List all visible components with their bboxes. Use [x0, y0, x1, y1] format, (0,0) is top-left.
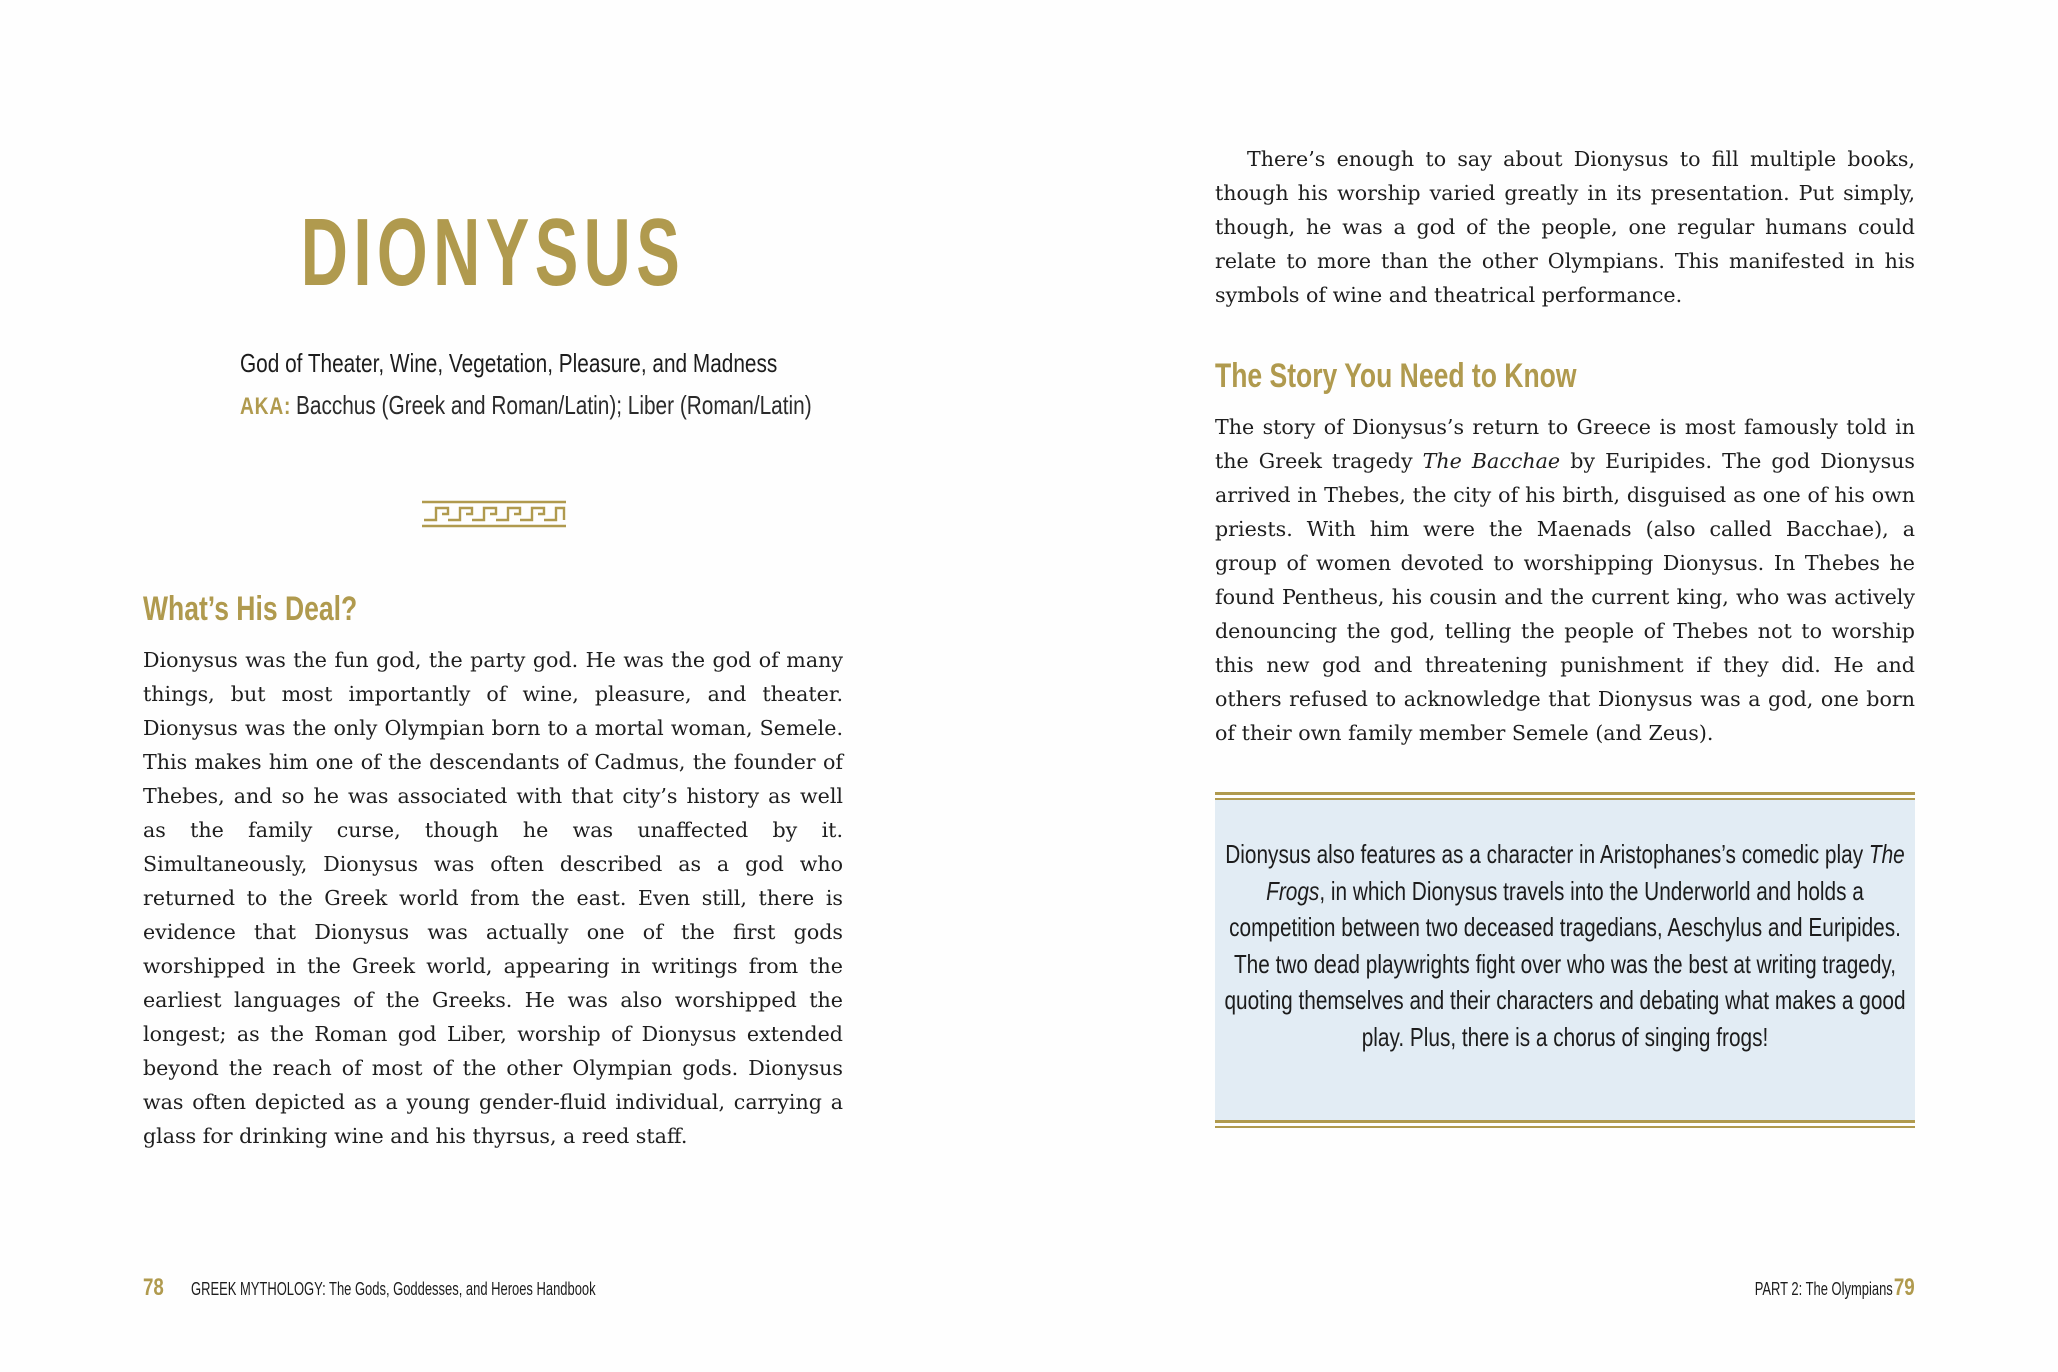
aka-line: [240, 390, 812, 421]
section-heading-story: The Story You Need to Know: [1215, 357, 1577, 395]
running-head-left: GREEK MYTHOLOGY: The Gods, Goddesses, and Heroes Handbook: [191, 1279, 596, 1299]
sidebar-italic-title: The Frogs: [1266, 839, 1905, 906]
intro-paragraph: There’s enough to say about Dionysus to fill multiple books, though his worship varied greatly in its presentation. Put simply, though, he was a god of the people, one regular humans could relate to more than the other Olympians. This manifested in his symbols of wine and theatrical performance.: [1215, 147, 1915, 307]
page-number-left: 78: [143, 1274, 164, 1301]
story-paragraph: [1215, 410, 1915, 750]
story-text-part1: The story of Dionysus’s return to Greece is most famously told in the Greek tragedy: [1215, 415, 1915, 473]
section-heading-whats-his-deal: What’s His Deal?: [143, 590, 358, 628]
aka-value: Bacchus (Greek and Roman/Latin); Liber (Roman/Latin): [296, 390, 812, 420]
sidebar-box: [1215, 792, 1915, 1128]
right-page: [1029, 0, 2058, 1372]
page-title: DIONYSUS: [300, 199, 686, 306]
running-head-right: PART 2: The Olympians: [1754, 1279, 1893, 1299]
greek-key-ornament-icon: [422, 500, 566, 528]
page-number-right: 79: [1894, 1274, 1915, 1301]
body-paragraph: Dionysus was the fun god, the party god. He was the god of many things, but most importantly of wine, pleasure, and theater. Dionysus was the only Olympian born to a mortal woman, Semele. This makes him one of the descendants of Cadmus, the founder of Thebes, and so he was associated with that city’s history as well as the family curse, though he was unaffected by it. Simultaneously, Dionysus was often described as a god who returned to the Greek world from the east. Even still, there is evidence that Dionysus was actually one of the first gods worshipped in the Greek world, appearing in writings from the earliest languages of the Greeks. He was also worshipped the longest; as the Roman god Liber, worship of Dionysus extended beyond the reach of most of the other Olympian gods. Dionysus was often depicted as a young gender-fluid individual, carrying a glass for drinking wine and his thyrsus, a reed staff.: [143, 648, 843, 1148]
sidebar-bottom-rule: [1215, 1120, 1915, 1128]
aka-label: AKA:: [240, 393, 292, 420]
story-italic-title: The Bacchae: [1422, 449, 1561, 473]
sidebar-text: [1213, 836, 1917, 1055]
story-text-part2: by Euripides. The god Dionysus arrived in Thebes, the city of his birth, disguised as one of his own priests. With him were the Maenads (also called Bacchae), a group of women devoted to worshipping Dionysus. In Thebes he found Pentheus, his cousin and the current king, who was actively denouncing the god, telling the people of Thebes not to worship this new god and threatening punishment if they did. He and others refused to acknowledge that Dionysus was a god, one born of their own family member Semele (and Zeus).: [1215, 449, 1915, 745]
sidebar-top-rule: [1215, 792, 1915, 800]
god-domains-subtitle: God of Theater, Wine, Vegetation, Pleasure, and Madness: [240, 348, 778, 378]
sidebar-text-part2: , in which Dionysus travels into the Underworld and holds a competition between two deceased tragedians, Aeschylus and Euripides. The two dead playwrights fight over who was the best at writing tragedy, quoting themselves and their characters and debating what makes a good play. Plus, there is a chorus of singing frogs!: [1224, 875, 1906, 1052]
sidebar-text-part1: Dionysus also features as a character in Aristophanes’s comedic play: [1225, 839, 1869, 869]
